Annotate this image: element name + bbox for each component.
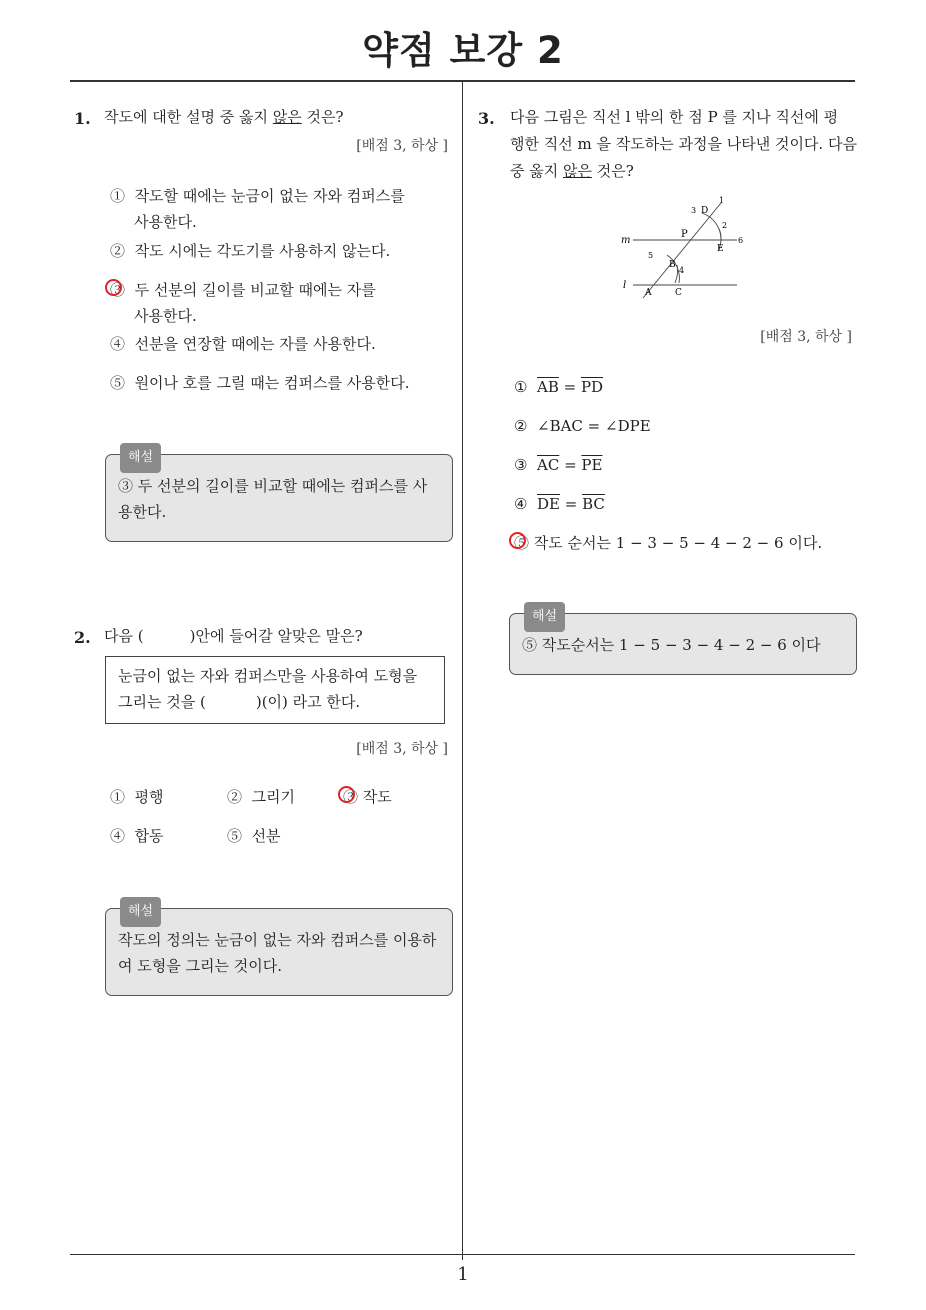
option-4[interactable]: ④ 합동 (110, 827, 164, 845)
explanation-box (105, 904, 453, 996)
option-1[interactable]: ① 작도할 때에는 눈금이 없는 자와 컴퍼스를 사용한다. (110, 187, 405, 231)
label-m: m (621, 235, 631, 246)
option-4[interactable]: ④ $\overline{DE} = \overline{BC}$ (514, 495, 605, 513)
explanation-line: 작도의 정의는 눈금이 없는 자와 컴퍼스를 이용하 (118, 931, 437, 949)
label-6: 6 (738, 236, 744, 245)
option-3[interactable]: ③ $\overline{AC} = \overline{PE}$ (514, 456, 603, 474)
arc-3 (702, 213, 721, 240)
explanation-line: 용한다. (118, 503, 167, 521)
column-divider (462, 82, 463, 1260)
label-5: 5 (648, 251, 654, 260)
label-e: E (717, 244, 724, 254)
explanation-tag: 해설 (120, 897, 161, 927)
option-5[interactable]: ⑤ 선분 (227, 827, 281, 845)
option-3[interactable]: ③ 작도 (343, 784, 392, 810)
label-c: C (675, 288, 682, 298)
label-3: 3 (691, 206, 697, 215)
explanation-tag: 해설 (120, 443, 161, 473)
score-info: [배점 3, 하상 ] (356, 741, 448, 757)
bottom-rule (70, 1254, 855, 1255)
box-line: 그리는 것을 ( )(이) 라고 한다. (118, 693, 361, 711)
explanation-box (509, 609, 857, 675)
explanation-box (105, 450, 453, 542)
page-title: 약점 보강 2 (362, 29, 564, 72)
box-line: 눈금이 없는 자와 컴퍼스만을 사용하여 도형을 (118, 667, 418, 685)
option-3[interactable]: ③ 두 선분의 길이를 비교할 때에는 자를 사용한다. (110, 277, 376, 329)
option-5[interactable]: ⑤ 원이나 호를 그릴 때는 컴퍼스를 사용한다. (110, 374, 410, 392)
label-d: D (701, 206, 709, 216)
construction-figure (615, 195, 750, 300)
score-info: [배점 3, 하상 ] (760, 329, 852, 345)
option-2[interactable]: ② 그리기 (227, 788, 296, 806)
explanation-tag: 해설 (524, 602, 565, 632)
question-text: 작도에 대한 설명 중 옳지 않은 것은? (104, 108, 344, 126)
option-1[interactable]: ① 평행 (110, 788, 164, 806)
label-a: A (645, 288, 652, 298)
question-number: 2. (74, 628, 91, 647)
question-number: 3. (478, 109, 495, 128)
answer-circle-icon (509, 532, 526, 549)
question-text: 다음 그림은 직선 l 밖의 한 점 P 를 지나 직선에 평 행한 직선 m 을 작도하는 과정을 나타낸 것이다. 다음 중 옳지 않은 것은? (510, 108, 857, 180)
question-box (105, 656, 445, 724)
answer-circle-icon (338, 786, 355, 803)
option-2[interactable]: ② ∠BAC = ∠DPE (514, 417, 651, 435)
explanation-line: 여 도형을 그리는 것이다. (118, 957, 282, 975)
label-2: 2 (722, 221, 728, 230)
option-4[interactable]: ④ 선분을 연장할 때에는 자를 사용한다. (110, 335, 376, 353)
label-b: B (669, 260, 676, 270)
question-text: 다음 ( )안에 들어갈 알맞은 말은? (104, 627, 363, 645)
label-l: l (623, 280, 627, 291)
answer-circle-icon (105, 279, 122, 296)
label-1: 1 (719, 196, 725, 205)
label-p: P (681, 229, 688, 240)
label-4: 4 (679, 266, 685, 275)
question-number: 1. (74, 109, 91, 128)
page-number: 1 (457, 1264, 469, 1285)
explanation-line: ⑤ 작도순서는 1 − 5 − 3 − 4 − 2 − 6 이다 (522, 636, 821, 654)
explanation-line: ③ 두 선분의 길이를 비교할 때에는 컴퍼스를 사 (118, 477, 428, 495)
option-5[interactable]: ⑤ 작도 순서는 1 − 3 − 5 − 4 − 2 − 6 이다. (514, 530, 822, 556)
option-1[interactable]: ① $\overline{AB} = \overline{PD}$ (514, 378, 604, 396)
score-info: [배점 3, 하상 ] (356, 138, 448, 154)
option-2[interactable]: ② 작도 시에는 각도기를 사용하지 않는다. (110, 242, 391, 260)
